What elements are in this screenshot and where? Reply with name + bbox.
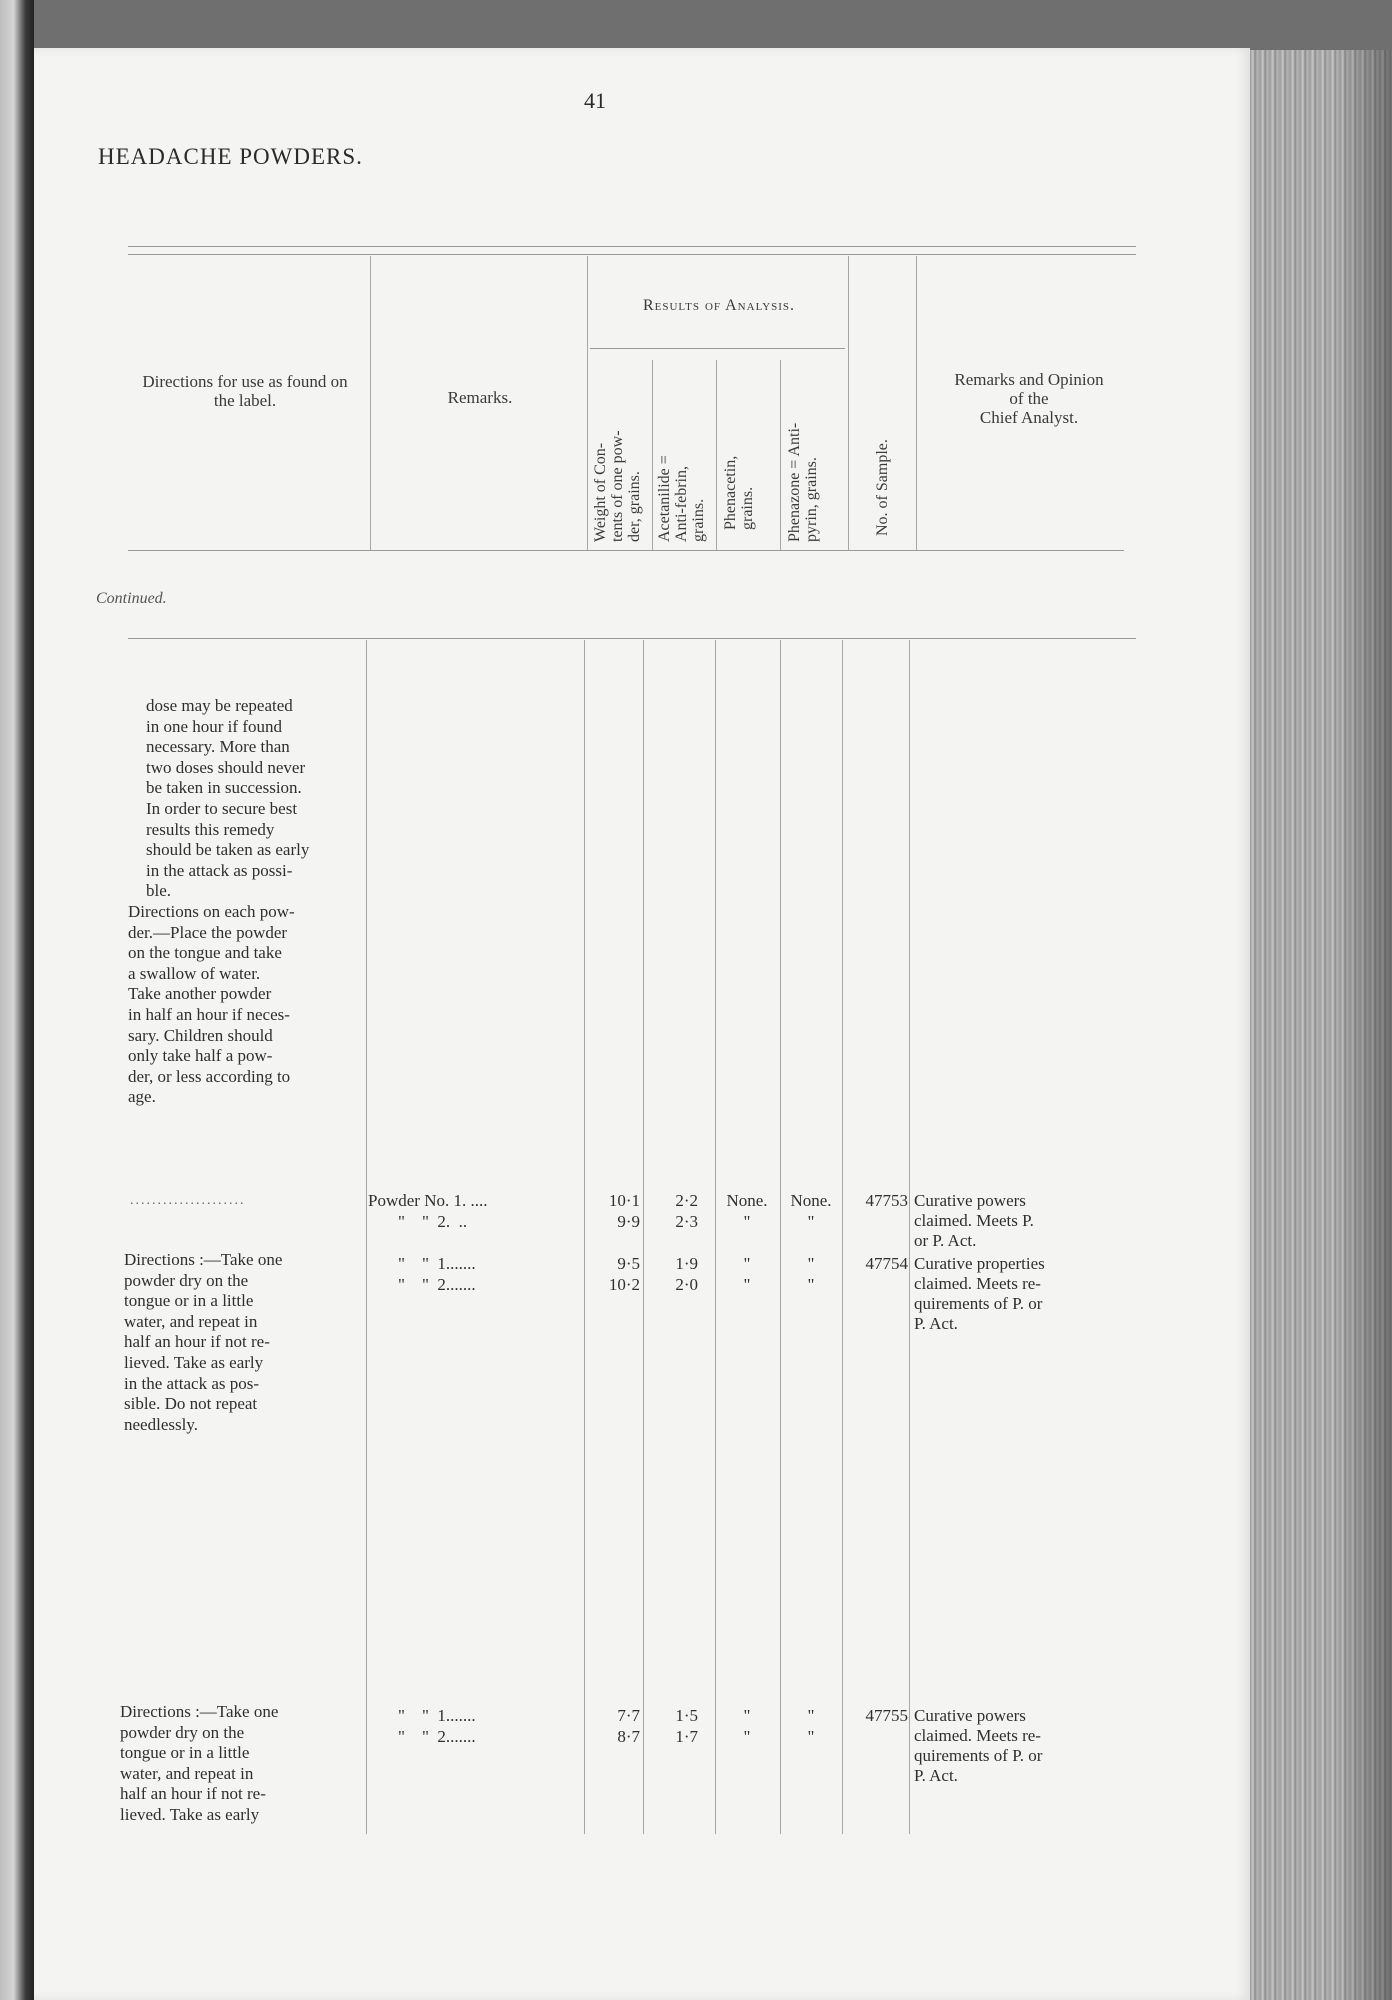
col-rule-6-body — [842, 640, 843, 1834]
continued-rule — [128, 638, 1136, 639]
row-3-remark: " " 1....... — [398, 1254, 476, 1273]
top-rule-1 — [128, 246, 1136, 247]
row-5-sample: 47755 — [865, 1706, 908, 1725]
col-rule-2-body — [584, 640, 585, 1834]
header-sample: No. of Sample. — [874, 439, 891, 536]
col-rule-5-header — [780, 360, 781, 550]
directions-paragraph-4: Directions :—Take one powder dry on the tongue or in a little water, and repeat in half an hour if not re- lieved. Take as early — [120, 1702, 279, 1824]
header-opinion: Remarks and Opinion of the Chief Analyst. — [954, 370, 1104, 427]
row-3-acetanilide: 1·9 — [675, 1254, 698, 1273]
row-6-remark: " " 2....... — [398, 1727, 476, 1746]
col-rule-3-header — [652, 360, 653, 550]
header-remarks: Remarks. — [447, 388, 513, 407]
col-rule-6-header — [848, 256, 849, 550]
row-5-phenacetin: " — [743, 1706, 751, 1725]
book-page-edges — [1250, 50, 1392, 2000]
page-title: HEADACHE POWDERS. — [98, 144, 363, 169]
row-2-phenazone: " — [807, 1212, 815, 1231]
row-2-weight: 9·9 — [617, 1212, 640, 1231]
row-2-acetanilide: 2·3 — [675, 1212, 698, 1231]
col-rule-4-header — [716, 360, 717, 550]
row-6-phenazone: " — [807, 1727, 815, 1746]
row-1-weight: 10·1 — [608, 1191, 640, 1210]
row-6-weight: 8·7 — [617, 1727, 640, 1746]
row-5-acetanilide: 1·5 — [675, 1706, 698, 1725]
col-rule-3-body — [643, 640, 644, 1834]
col-rule-7-header — [916, 256, 917, 550]
header-results-group: Results of Analysis. — [642, 297, 796, 314]
header-directions: Directions for use as found on the label. — [142, 372, 348, 410]
opinion-47754: Curative properties claimed. Meets re- quirements of P. or P. Act. — [914, 1254, 1045, 1333]
row-3-weight: 9·5 — [617, 1254, 640, 1273]
row-4-remark: " " 2....... — [398, 1275, 476, 1294]
col-rule-1-header — [370, 256, 371, 550]
header-phenacetin: Phenacetin, grains. — [722, 455, 756, 530]
results-group-rule — [590, 348, 845, 349]
col-rule-5-body — [780, 640, 781, 1834]
row-1-phenazone: None. — [790, 1191, 832, 1210]
row-2-remark: " " 2. .. — [398, 1212, 468, 1231]
header-weight: Weight of Con- tents of one pow- der, grains. — [592, 430, 643, 542]
row-5-remark: " " 1....... — [398, 1706, 476, 1725]
directions-paragraph-3: Directions :—Take one powder dry on the tongue or in a little water, and repeat in half an hour if not re- lieved. Take as early in the attack as pos- sible. Do not repeat needlessly. — [124, 1250, 283, 1434]
row-4-acetanilide: 2·0 — [675, 1275, 698, 1294]
col-rule-7-body — [909, 640, 910, 1834]
directions-paragraph-1: dose may be repeated in one hour if found necessary. More than two doses should never be taken in succession. In order to secure best results this remedy should be taken as early in the attack as possi- ble. — [146, 696, 310, 901]
book-left-edge — [0, 0, 34, 2000]
header-bottom-rule — [128, 550, 1124, 551]
opinion-47753: Curative powers claimed. Meets P. or P. Act. — [914, 1191, 1034, 1250]
row-6-phenacetin: " — [743, 1727, 751, 1746]
header-phenazone: Phenazone = Anti- pyrin, grains. — [786, 422, 820, 542]
directions-paragraph-2: Directions on each pow- der.—Place the powder on the tongue and take a swallow of water. Take another powder in half an hour if neces- sary. Children should only take half a pow- der, or less according to age. — [128, 902, 295, 1107]
row-1-remark: Powder No. 1. .... — [368, 1191, 488, 1210]
page-number: 41 — [584, 88, 606, 113]
row-3-phenazone: " — [807, 1254, 815, 1273]
row-5-weight: 7·7 — [617, 1706, 640, 1725]
continued-label: Continued. — [96, 590, 167, 607]
row-1-sample: 47753 — [865, 1191, 908, 1210]
row-3-phenacetin: " — [743, 1254, 751, 1273]
col-rule-2-header — [587, 256, 588, 550]
row-6-acetanilide: 1·7 — [675, 1727, 698, 1746]
col-rule-4-body — [715, 640, 716, 1834]
top-rule-2 — [128, 254, 1136, 255]
row-3-sample: 47754 — [865, 1254, 908, 1273]
row-4-weight: 10·2 — [608, 1275, 640, 1294]
row-1-phenacetin: None. — [726, 1191, 768, 1210]
col-rule-1-body — [366, 640, 367, 1834]
row-2-phenacetin: " — [743, 1212, 751, 1231]
opinion-47755: Curative powers claimed. Meets re- quirements of P. or P. Act. — [914, 1706, 1043, 1785]
header-acetanilide: Acetanilide = Anti-febrin, grains. — [656, 455, 707, 542]
leader-dots: ..................... — [130, 1193, 246, 1208]
row-4-phenacetin: " — [743, 1275, 751, 1294]
row-1-acetanilide: 2·2 — [675, 1191, 698, 1210]
row-4-phenazone: " — [807, 1275, 815, 1294]
row-5-phenazone: " — [807, 1706, 815, 1725]
